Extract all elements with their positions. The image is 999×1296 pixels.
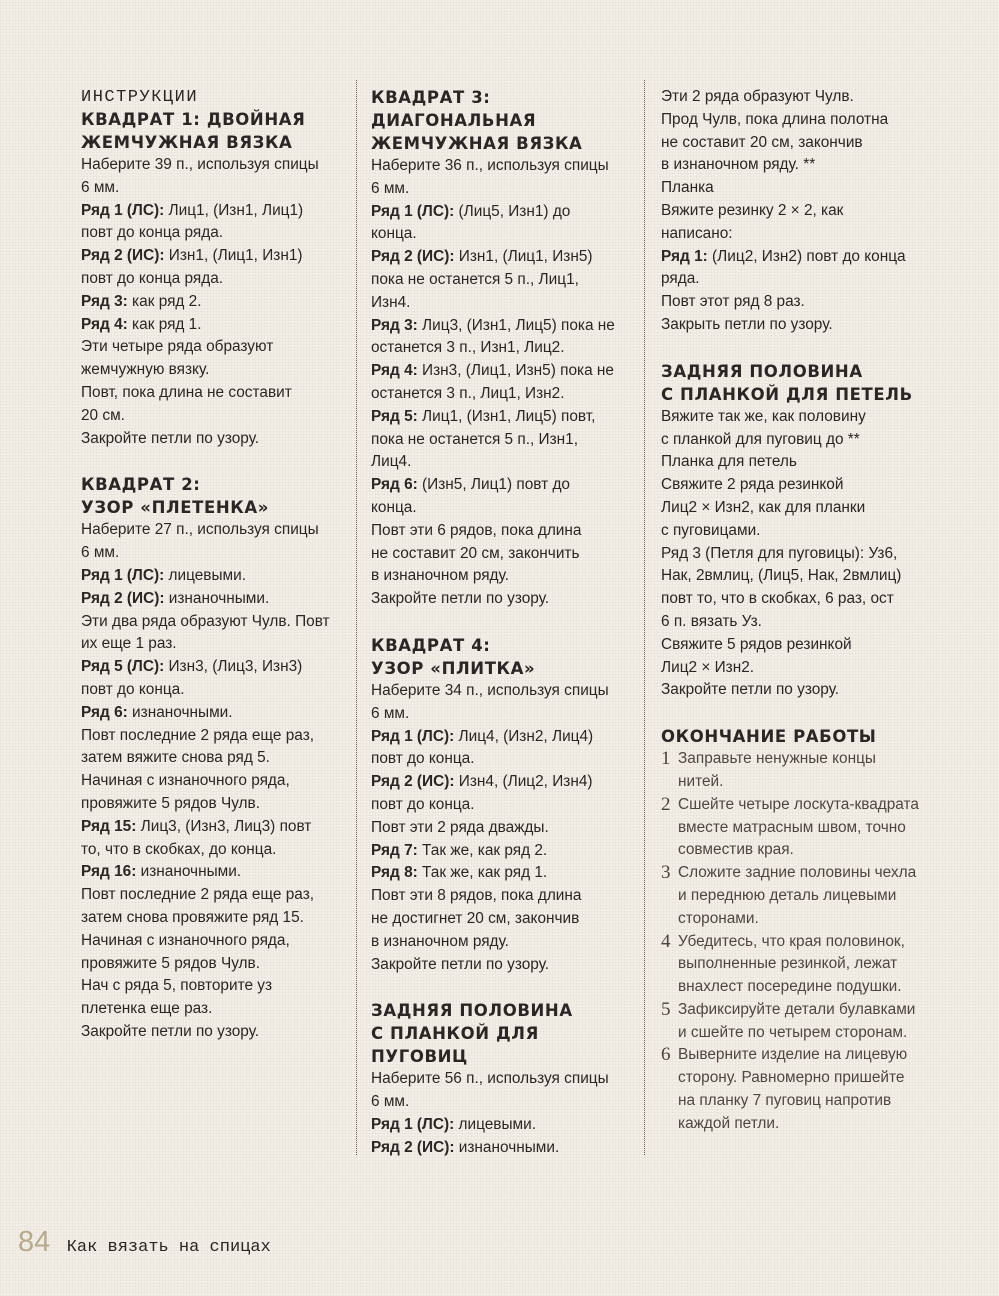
instruction-text: Эти два ряда образуют Чулв. Повт	[81, 612, 330, 630]
instruction-text: не составит 20 см, закончив	[661, 133, 863, 151]
row-label: Ряд 1 (ЛС):	[371, 727, 455, 745]
square-4-title	[371, 634, 633, 680]
square-2-title	[81, 473, 346, 519]
back-half-buttons-title	[371, 999, 633, 1068]
instruction-line	[371, 360, 633, 383]
instruction-text: ряда.	[661, 270, 700, 288]
instruction-line	[371, 588, 633, 611]
instruction-text: Повт последние 2 ряда еще раз,	[81, 886, 315, 904]
finishing-step	[661, 794, 923, 862]
instruction-text: Лиц3, (Изн3, Лиц3) повт	[136, 817, 312, 835]
instruction-line	[81, 679, 346, 702]
instruction-line	[371, 1137, 633, 1160]
instruction-text: конца.	[371, 225, 417, 243]
instruction-text: конца.	[371, 498, 417, 516]
instruction-text: Так же, как ряд 1.	[417, 864, 548, 882]
page-number: 84	[18, 1226, 51, 1258]
step-text: Убедитесь, что края половинок,	[678, 932, 905, 950]
instruction-text: повт до конца ряда.	[81, 269, 224, 287]
instruction-text: Наберите 27 п., используя спицы	[81, 521, 319, 539]
square-3-title	[371, 86, 633, 155]
instruction-text: Закройте петли по узору.	[81, 1022, 260, 1040]
step-text: каждой петли.	[678, 1114, 780, 1132]
step-text: Зафиксируйте детали булавками	[678, 1000, 916, 1018]
instruction-text: Лиц2 × Изн2.	[661, 658, 755, 676]
instruction-text: плетенка еще раз.	[81, 1000, 213, 1018]
instruction-text: Повт, пока длина не составит	[81, 383, 292, 401]
instruction-line	[661, 520, 923, 543]
instruction-line	[371, 840, 633, 863]
step-text: Выверните изделие на лицевую	[678, 1046, 908, 1064]
row-label: Ряд 8:	[371, 864, 418, 882]
instruction-text: Ряд 3 (Петля для пуговицы): Уз6,	[661, 544, 898, 562]
instruction-line	[661, 154, 923, 177]
instruction-text: как ряд 2.	[127, 292, 202, 310]
instruction-line	[371, 726, 633, 749]
instruction-line	[81, 200, 346, 223]
instruction-text: Прод Чулв, пока длина полотна	[661, 110, 889, 128]
row-label: Ряд 2 (ИС):	[371, 1138, 455, 1156]
instruction-text: Изн3, (Лиц1, Изн5) пока не	[417, 362, 614, 380]
step-text: внахлест посередине подушки.	[678, 978, 902, 996]
instruction-line	[371, 862, 633, 885]
instruction-text: написано:	[661, 224, 733, 242]
instruction-line	[661, 565, 923, 588]
instruction-line	[81, 930, 346, 953]
instruction-text: не составит 20 см, закончить	[371, 544, 580, 562]
step-text: вместе матрасным швом, точно	[678, 818, 906, 836]
instruction-line	[371, 1091, 633, 1114]
instruction-text: Повт эти 2 ряда дважды.	[371, 818, 549, 836]
instruction-text: Наберите 39 п., используя спицы	[81, 156, 319, 173]
instruction-text: останется 3 п., Изн1, Лиц2.	[371, 339, 565, 357]
instruction-line	[661, 246, 923, 269]
instruction-text: Изн4, (Лиц2, Изн4)	[454, 773, 593, 791]
heading-line: ЖЕМЧУЖНАЯ ВЯЗКА	[81, 133, 293, 152]
finishing-title	[661, 725, 923, 748]
instruction-text: то, что в скобках, до конца.	[81, 840, 277, 858]
instruction-text: Повт эти 6 рядов, пока длина	[371, 521, 582, 539]
instruction-line	[81, 725, 346, 748]
column-divider-right	[644, 80, 645, 1155]
heading-line: ДИАГОНАЛЬНАЯ	[371, 111, 537, 130]
instruction-line	[371, 292, 633, 315]
instruction-text: 20 см.	[81, 406, 125, 424]
heading-line: ЖЕМЧУЖНАЯ ВЯЗКА	[371, 134, 583, 153]
step-number: 4	[661, 930, 671, 952]
row-label: Ряд 2 (ИС):	[81, 589, 165, 607]
square-1-title	[81, 108, 346, 154]
instruction-text: Наберите 56 п., используя спицы	[371, 1070, 609, 1088]
finishing-steps	[661, 748, 923, 1136]
instruction-text: Закрыть петли по узору.	[661, 315, 833, 333]
instruction-text: (Лиц2, Изн2) повт до конца	[707, 247, 906, 265]
instruction-line	[371, 565, 633, 588]
instruction-text: Лиц1, (Изн1, Лиц1)	[164, 201, 304, 219]
instruction-line	[371, 337, 633, 360]
instruction-line	[81, 816, 346, 839]
instruction-line	[371, 908, 633, 931]
step-text: Сшейте четыре лоскута-квадрата	[678, 795, 919, 813]
instruction-text: Изн3, (Лиц3, Изн3)	[164, 658, 303, 676]
column-divider-left	[356, 80, 357, 1155]
column-2	[371, 82, 633, 1159]
instruction-text: останется 3 п., Лиц1, Изн2.	[371, 384, 565, 402]
instruction-text: 6 мм.	[371, 1093, 410, 1111]
instruction-text: Повт последние 2 ряда еще раз,	[81, 726, 315, 744]
row-label: Ряд 1:	[661, 247, 708, 265]
instruction-line	[371, 885, 633, 908]
instruction-text: Вяжите так же, как половину	[661, 407, 866, 425]
instruction-text: Начиная с изнаночного ряда,	[81, 931, 290, 949]
instruction-line	[81, 839, 346, 862]
instruction-line	[371, 771, 633, 794]
instruction-text: (Лиц5, Изн1) до	[454, 202, 571, 220]
instruction-line	[661, 451, 923, 474]
instruction-text: в изнаночном ряду.	[371, 567, 509, 585]
instruction-text: Лиц2 × Изн2, как для планки	[661, 498, 866, 516]
instruction-text: пока не останется 5 п., Лиц1,	[371, 270, 579, 288]
page-footer	[18, 1226, 271, 1259]
heading-line: КВАДРАТ 1: ДВОЙНАЯ	[81, 110, 306, 129]
instruction-line	[81, 177, 346, 200]
instruction-line	[661, 429, 923, 452]
instruction-line	[81, 884, 346, 907]
instruction-line	[81, 519, 346, 542]
heading-line: КВАДРАТ 2:	[81, 475, 201, 495]
instruction-line	[661, 200, 923, 223]
section-kicker: ИНСТРУКЦИИ	[81, 88, 199, 107]
instruction-text: повт до конца ряда.	[81, 224, 224, 242]
instruction-line	[371, 931, 633, 954]
square-3-instructions	[371, 155, 633, 611]
row-label: Ряд 3:	[371, 316, 418, 334]
instruction-text: повт то, что в скобках, 6 раз, ост	[661, 590, 894, 608]
row-label: Ряд 2 (ИС):	[81, 247, 165, 265]
instruction-line	[661, 268, 923, 291]
step-number: 1	[661, 748, 671, 770]
instruction-line	[371, 269, 633, 292]
instruction-line	[371, 383, 633, 406]
instruction-line	[81, 291, 346, 314]
instruction-text: Лиц4, (Изн2, Лиц4)	[454, 727, 594, 745]
instruction-text: затем вяжите снова ряд 5.	[81, 749, 270, 767]
instruction-text: Наберите 34 п., используя спицы	[371, 681, 609, 699]
instruction-line	[661, 177, 923, 200]
instruction-line	[371, 178, 633, 201]
instruction-line	[81, 359, 346, 382]
instruction-line	[81, 656, 346, 679]
instruction-text: Наберите 36 п., используя спицы	[371, 157, 609, 174]
step-number: 3	[661, 862, 671, 884]
instruction-line	[81, 336, 346, 359]
heading-line: ЗАДНЯЯ ПОЛОВИНА	[371, 1001, 573, 1021]
step-text: Сложите задние половины чехла	[678, 864, 917, 882]
instruction-line	[661, 497, 923, 520]
instruction-line	[371, 748, 633, 771]
row-label: Ряд 2 (ИС):	[371, 773, 455, 791]
instruction-line	[371, 474, 633, 497]
instruction-line	[81, 975, 346, 998]
instruction-line	[81, 565, 346, 588]
instruction-text: повт до конца.	[371, 750, 475, 768]
square-4-instructions	[371, 680, 633, 976]
row-label: Ряд 1 (ЛС):	[371, 1115, 455, 1133]
instruction-line	[371, 1114, 633, 1137]
instruction-text: жемчужную вязку.	[81, 361, 210, 379]
instruction-text: провяжите 5 рядов Чулв.	[81, 794, 260, 812]
instruction-line	[81, 428, 346, 451]
instruction-line	[371, 794, 633, 817]
instruction-text: Планка	[661, 179, 714, 197]
step-text: нитей.	[678, 772, 724, 790]
instruction-line	[81, 268, 346, 291]
row-label: Ряд 6:	[81, 703, 128, 721]
step-text: на планку 7 пуговиц напротив	[678, 1092, 892, 1110]
instruction-line	[661, 611, 923, 634]
back-half-buttons-instructions	[371, 1068, 633, 1159]
instruction-line	[371, 1068, 633, 1091]
instruction-text: Эти четыре ряда образуют	[81, 338, 274, 356]
instruction-line	[81, 702, 346, 725]
finishing-step	[661, 999, 923, 1045]
instruction-line	[81, 382, 346, 405]
instruction-text: Лиц1, (Изн1, Лиц5) повт,	[417, 407, 596, 425]
step-text: и сшейте по четырем сторонам.	[678, 1023, 908, 1041]
instruction-text: провяжите 5 рядов Чулв.	[81, 954, 260, 972]
instruction-line	[81, 405, 346, 428]
instruction-line	[661, 314, 923, 337]
instruction-text: изнаночными.	[127, 703, 233, 721]
step-text: сторону. Равномерно пришейте	[678, 1069, 905, 1087]
instruction-line	[81, 611, 346, 634]
back-half-buttonholes-title	[661, 360, 923, 406]
instruction-text: повт до конца.	[81, 680, 185, 698]
instruction-text: Изн4.	[371, 293, 411, 311]
instruction-text: Закройте петли по узору.	[661, 681, 840, 699]
heading-line: УЗОР «ПЛИТКА»	[371, 658, 536, 678]
row-label: Ряд 1 (ЛС):	[81, 201, 165, 219]
heading-line: КВАДРАТ 3:	[371, 88, 491, 107]
instruction-text: как ряд 1.	[127, 315, 202, 333]
instruction-line	[371, 246, 633, 269]
heading-line: С ПЛАНКОЙ ДЛЯ	[371, 1024, 539, 1044]
instruction-text: Так же, как ряд 2.	[417, 841, 548, 859]
step-text: выполненные резинкой, лежат	[678, 955, 898, 973]
instruction-line	[81, 861, 346, 884]
instruction-text: Изн1, (Лиц1, Изн5)	[454, 248, 593, 266]
instruction-line	[81, 633, 346, 656]
instruction-line	[661, 109, 923, 132]
instruction-text: Свяжите 5 рядов резинкой	[661, 635, 852, 653]
row-label: Ряд 15:	[81, 817, 137, 835]
row-label: Ряд 4:	[371, 362, 418, 380]
instruction-line	[81, 222, 346, 245]
instruction-text: Повт эти 8 рядов, пока длина	[371, 887, 582, 905]
instruction-line	[661, 543, 923, 566]
instruction-text: лицевыми.	[164, 566, 246, 584]
instruction-line	[81, 542, 346, 565]
instruction-text: изнаночными.	[454, 1138, 560, 1156]
instruction-line	[81, 154, 346, 177]
instruction-line	[661, 679, 923, 702]
row-label: Ряд 2 (ИС):	[371, 248, 455, 266]
instruction-text: не достигнет 20 см, закончив	[371, 909, 580, 927]
step-text: сторонами.	[678, 909, 759, 927]
instruction-text: Закройте петли по узору.	[371, 590, 550, 608]
instruction-text: Нак, 2вмлиц, (Лиц5, Нак, 2вмлиц)	[661, 567, 902, 585]
instruction-text: пока не останется 5 п., Изн1,	[371, 430, 579, 448]
row-label: Ряд 5:	[371, 407, 418, 425]
row-label: Ряд 1 (ЛС):	[371, 202, 455, 220]
instruction-text: Планка для петель	[661, 453, 797, 471]
step-number: 2	[661, 793, 671, 815]
heading-line: КВАДРАТ 4:	[371, 635, 491, 655]
instruction-text: лицевыми.	[454, 1115, 536, 1133]
instruction-line	[371, 201, 633, 224]
instruction-line	[371, 817, 633, 840]
instruction-line	[661, 588, 923, 611]
instruction-line	[371, 954, 633, 977]
instruction-line	[81, 1021, 346, 1044]
step-text: совместив края.	[678, 841, 794, 859]
row-label: Ряд 7:	[371, 841, 418, 859]
book-title: Как вязать на спицах	[66, 1238, 271, 1257]
instruction-line	[81, 907, 346, 930]
instruction-line	[371, 543, 633, 566]
instruction-text: Закройте петли по узору.	[81, 429, 260, 447]
row-label: Ряд 4:	[81, 315, 128, 333]
instruction-text: изнаночными.	[164, 589, 270, 607]
instruction-text: их еще 1 раз.	[81, 635, 177, 653]
instruction-text: Вяжите резинку 2 × 2, как	[661, 201, 844, 219]
instruction-text: Начиная с изнаночного ряда,	[81, 772, 290, 790]
instruction-text: Эти 2 ряда образуют Чулв.	[661, 88, 854, 105]
instruction-text: 6 мм.	[81, 544, 120, 562]
instruction-line	[661, 223, 923, 246]
instruction-line	[371, 703, 633, 726]
instruction-text: Повт этот ряд 8 раз.	[661, 293, 805, 311]
instruction-line	[371, 497, 633, 520]
step-text: Заправьте ненужные концы	[678, 750, 876, 768]
instruction-line	[371, 315, 633, 338]
square-1-instructions	[81, 154, 346, 450]
instruction-text: Нач с ряда 5, повторите уз	[81, 977, 273, 995]
row-label: Ряд 5 (ЛС):	[81, 658, 165, 676]
instruction-line	[81, 998, 346, 1021]
step-number: 5	[661, 998, 671, 1020]
instruction-line	[371, 520, 633, 543]
instruction-text: изнаночными.	[136, 863, 242, 881]
instruction-line	[81, 747, 346, 770]
instruction-line	[371, 451, 633, 474]
instruction-line	[371, 680, 633, 703]
instruction-line	[661, 634, 923, 657]
heading-line: УЗОР «ПЛЕТЕНКА»	[81, 498, 270, 518]
instruction-line	[81, 588, 346, 611]
instruction-text: с пуговицами.	[661, 521, 761, 539]
instruction-text: Лиц3, (Изн1, Лиц5) пока не	[417, 316, 615, 334]
instruction-line	[371, 406, 633, 429]
instruction-line	[661, 291, 923, 314]
finishing-step	[661, 1044, 923, 1135]
instruction-line	[81, 793, 346, 816]
instruction-text: в изнаночном ряду.	[371, 932, 509, 950]
instruction-line	[661, 132, 923, 155]
column-1	[81, 82, 346, 1044]
finishing-step	[661, 862, 923, 930]
instruction-text: повт до конца.	[371, 795, 475, 813]
instruction-text: Закройте петли по узору.	[371, 955, 550, 973]
row-label: Ряд 1 (ЛС):	[81, 566, 165, 584]
instruction-text: в изнаночном ряду. **	[661, 156, 816, 174]
instruction-text: Лиц4.	[371, 453, 412, 471]
instruction-text: (Изн5, Лиц1) повт до	[417, 476, 570, 494]
instruction-line	[371, 429, 633, 452]
instruction-text: Свяжите 2 ряда резинкой	[661, 476, 844, 494]
row-label: Ряд 3:	[81, 292, 128, 310]
instruction-line	[81, 314, 346, 337]
row-label: Ряд 6:	[371, 476, 418, 494]
instruction-line	[661, 86, 923, 109]
step-number: 6	[661, 1044, 671, 1066]
heading-line: ПУГОВИЦ	[371, 1047, 468, 1067]
heading-line: С ПЛАНКОЙ ДЛЯ ПЕТЕЛЬ	[661, 384, 913, 404]
heading-line: ЗАДНЯЯ ПОЛОВИНА	[661, 361, 863, 381]
instruction-text: с планкой для пуговиц до **	[661, 430, 860, 448]
instruction-line	[371, 155, 633, 178]
instruction-line	[661, 657, 923, 680]
column-3	[661, 86, 923, 1136]
instruction-line	[81, 953, 346, 976]
step-text: и переднюю деталь лицевыми	[678, 886, 897, 904]
back-half-continued	[661, 86, 923, 337]
instruction-line	[661, 474, 923, 497]
finishing-step	[661, 931, 923, 999]
instruction-line	[371, 223, 633, 246]
instruction-line	[81, 245, 346, 268]
square-2-instructions	[81, 519, 346, 1043]
instruction-line	[661, 406, 923, 429]
instruction-text: 6 мм.	[371, 704, 410, 722]
heading-line: ОКОНЧАНИЕ РАБОТЫ	[661, 727, 877, 747]
instruction-line	[81, 770, 346, 793]
back-half-buttonholes-instructions	[661, 406, 923, 702]
finishing-step	[661, 748, 923, 794]
instruction-text: 6 п. вязать Уз.	[661, 612, 762, 630]
instruction-text: затем снова провяжите ряд 15.	[81, 908, 304, 926]
instruction-text: Изн1, (Лиц1, Изн1)	[164, 247, 303, 265]
instruction-text: 6 мм.	[81, 178, 120, 196]
instruction-text: 6 мм.	[371, 179, 410, 197]
row-label: Ряд 16:	[81, 863, 137, 881]
